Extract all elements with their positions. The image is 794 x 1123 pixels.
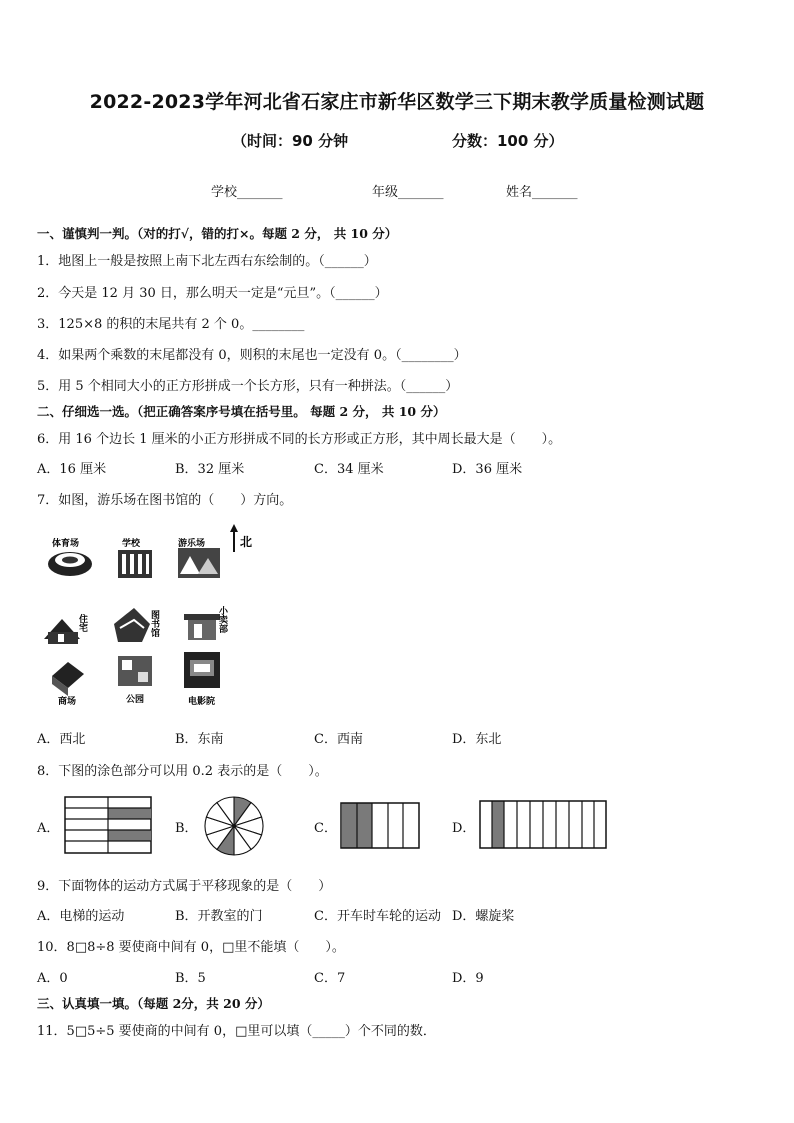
question-5: 5．用 5 个相同大小的正方形拼成一个长方形，只有一种拼法。（______） (37, 379, 459, 394)
q7-option-c: C．西南 (314, 732, 363, 747)
q8-figure-a (64, 796, 154, 856)
mall-icon (52, 662, 84, 696)
question-6: 6．用 16 个边长 1 厘米的小正方形拼成不同的长方形或正方形，其中周长最大是（ ）。 (37, 432, 562, 447)
section-1-heading: 一、谨慎判一判。（对的打√，错的打×。每题 2 分， 共 10 分） (37, 226, 398, 241)
q10-option-b: B．5 (175, 971, 206, 986)
stadium-icon (48, 552, 92, 576)
school-icon (118, 550, 152, 578)
map-place-amusement-park: 游乐场 (178, 539, 206, 549)
q8-figure-c (340, 802, 422, 850)
question-1: 1．地图上一般是按照上南下北左西右东绘制的。（______） (37, 254, 377, 269)
time-label: （时间：90 分钟 (232, 132, 349, 150)
residence-icon (44, 619, 80, 644)
q9-option-a: A．电梯的运动 (37, 909, 125, 924)
q8-figure-b (202, 794, 266, 858)
q10-option-c: C．7 (314, 971, 346, 986)
question-11: 11．5□5÷5 要使商的中间有 0，□里可以填（_____）个不同的数． (37, 1024, 436, 1039)
q9-option-d: D．螺旋桨 (452, 909, 515, 924)
question-4: 4．如果两个乘数的末尾都没有 0，则积的末尾也一定没有 0。（________） (37, 348, 467, 363)
map-north-label: 北 (240, 535, 253, 549)
direction-map-figure (38, 524, 268, 714)
q6-option-c: C．34 厘米 (314, 462, 384, 477)
question-3: 3．125×8 的积的末尾共有 2 个 0。________ (37, 317, 305, 332)
map-place-residence: 住宅 (77, 614, 87, 632)
q8-label-a: A． (37, 821, 60, 836)
map-place-library: 图书馆 (149, 610, 159, 637)
map-place-stadium: 体育场 (52, 539, 80, 549)
q7-option-a: A．西北 (37, 732, 86, 747)
question-10: 10．8□8÷8 要使商中间有 0，□里不能填（ ）。 (37, 940, 345, 955)
q8-label-b: B． (175, 821, 198, 836)
grade-field: 年级_______ (372, 185, 444, 200)
cinema-icon (184, 652, 220, 688)
q9-option-c: C．开车时车轮的运动 (314, 909, 441, 924)
q8-label-d: D． (452, 821, 476, 836)
north-arrow-icon (230, 524, 238, 552)
q7-option-b: B．东南 (175, 732, 224, 747)
q9-option-b: B．开教室的门 (175, 909, 263, 924)
q6-option-a: A．16 厘米 (37, 462, 107, 477)
q10-option-d: D．9 (452, 971, 484, 986)
map-place-park: 公园 (126, 695, 145, 705)
school-field: 学校_______ (211, 185, 283, 200)
park-icon (118, 656, 152, 686)
amusement-park-icon (178, 548, 220, 578)
map-place-school: 学校 (122, 539, 141, 549)
question-8: 8．下图的涂色部分可以用 0.2 表示的是（ ）。 (37, 764, 328, 779)
score-label: 分数：100 分） (452, 132, 564, 150)
page-title: 2022-2023学年河北省石家庄市新华区数学三下期末教学质量检测试题 (89, 91, 705, 113)
map-place-cinema: 电影院 (188, 697, 216, 707)
section-3-heading: 三、认真填一填。（每题 2分，共 20 分） (37, 996, 270, 1011)
map-place-shop: 小卖部 (217, 606, 227, 633)
question-7: 7．如图，游乐场在图书馆的（ ）方向。 (37, 493, 293, 508)
map-place-mall: 商场 (58, 697, 77, 707)
question-2: 2．今天是 12 月 30 日，那么明天一定是“元旦”。（______） (37, 286, 388, 301)
q7-option-d: D．东北 (452, 732, 502, 747)
name-field: 姓名_______ (506, 185, 578, 200)
q8-label-c: C． (314, 821, 337, 836)
q6-option-d: D．36 厘米 (452, 462, 523, 477)
section-2-heading: 二、仔细选一选。（把正确答案序号填在括号里。 每题 2 分， 共 10 分） (37, 404, 446, 419)
question-9: 9．下面物体的运动方式属于平移现象的是（ ） (37, 879, 332, 894)
shop-icon (184, 614, 220, 640)
q8-figure-d (479, 800, 609, 850)
q6-option-b: B．32 厘米 (175, 462, 245, 477)
q10-option-a: A．0 (37, 971, 68, 986)
